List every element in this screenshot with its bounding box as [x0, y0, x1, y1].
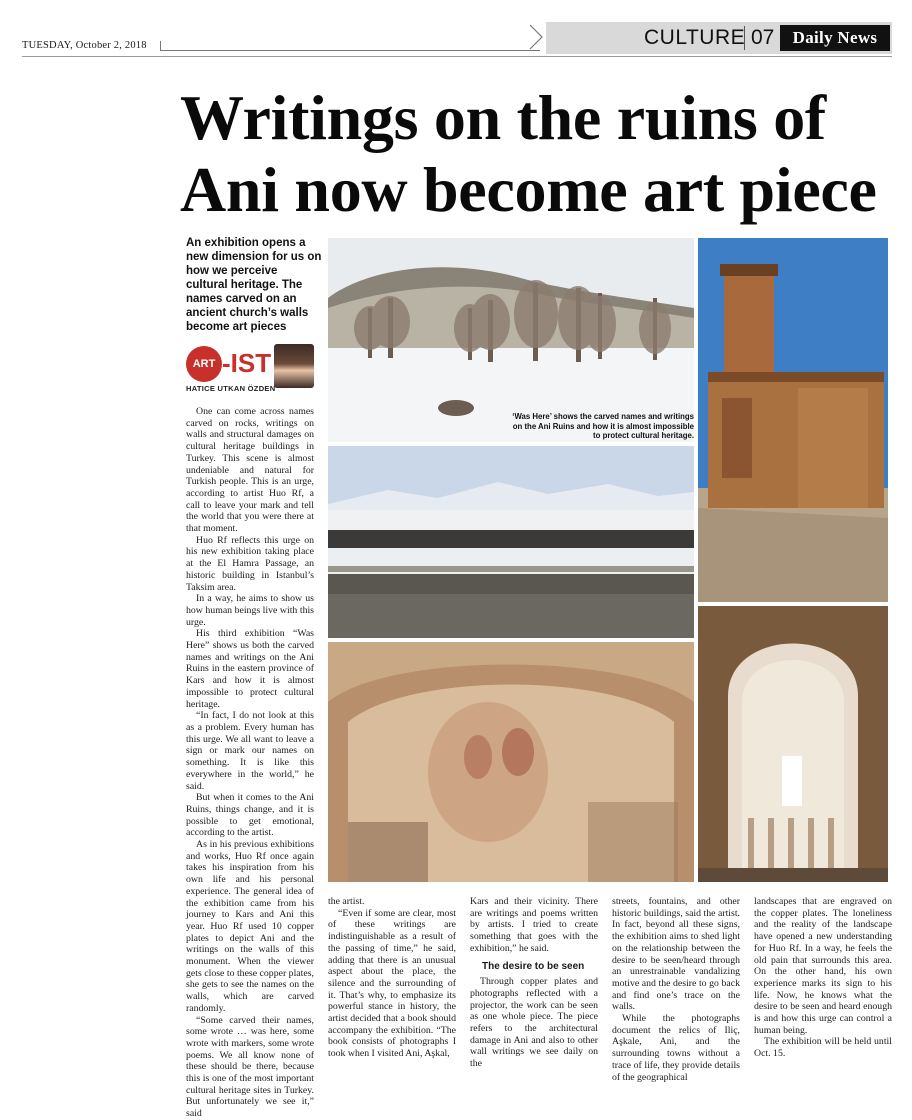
page-header — [0, 22, 912, 58]
byline-ist-logo: -IST — [222, 348, 272, 378]
paragraph: The exhibition will be held until Oct. 15. — [754, 1036, 892, 1060]
author-avatar — [274, 344, 314, 388]
columnist-byline — [186, 344, 314, 394]
page-number: 07 — [744, 26, 774, 50]
article-column-1 — [186, 406, 314, 1120]
photo-caption: ‘Was Here’ shows the carved names and writings on the Ani Ruins and how it is almost impossible to protect cultural heritage. — [512, 412, 694, 441]
article-headline — [180, 82, 892, 226]
paragraph: As in his previous exhibitions and works, Huo Rf once again takes his inspiration from his own life and his personal experience. The general idea of the exhibition came from his journey to Kars and Ani this year. Huo Rf used 10 copper plates to depict Ani and the writings on the walls of this monument. When the viewer gets close to these copper plates, she gets to see the names on the walls, which are carved randomly. — [186, 839, 314, 1014]
paragraph: the artist. — [328, 896, 365, 907]
masthead-logo: Daily News — [780, 25, 890, 51]
photo-tower-ruin — [698, 238, 888, 602]
article-column-2 — [328, 896, 456, 1060]
section-subhead: The desire to be seen — [482, 960, 585, 972]
article-deck: An exhibition opens a new dimension for us on how we perceive cultural heritage. The names carved on an ancient church’s walls become art pieces — [186, 237, 322, 333]
header-divider — [22, 56, 892, 57]
paragraph: “Even if some are clear, most of these writings are indistinguishable as a result of the passing of time,” he said, adding that there is an unusual aspect about the place, the silence and the surrounding of it. That’s why, to emphasize its powerful stance in history, the artist decided that a book should accompany the exhibition. “The book consists of photographs I took when I visited Ani, Aşkal, — [328, 907, 456, 1060]
paragraph: In a way, he aims to show us how human beings live with this urge. — [186, 593, 314, 628]
article-column-3 — [470, 896, 598, 1070]
paragraph: streets, fountains, and other historic buildings, said the artist. In fact, beyond all these signs, the exhibition aims to shed light on the relationship between the desire to be seen/heard through an unrestrainable vandalizing motive and the desire to go back and find one’s trace on the walls. — [612, 896, 740, 1013]
issue-date: TUESDAY, October 2, 2018 — [22, 40, 147, 51]
paragraph: Kars and their vicinity. There are writings and poems written by artists. I tried to create something that goes with the exhibition,” he said. — [470, 896, 598, 954]
photo-church-fresco — [328, 642, 694, 882]
headline-line-1: Writings on the ruins of — [180, 82, 826, 153]
byline-art-logo: ART — [186, 346, 222, 382]
paragraph: His third exhibition “Was Here” shows us both the carved names and writings on the Ani Ruins in the eastern province of Kars and how it is almost impossible to protect cultural heritage. — [186, 628, 314, 710]
header-rule — [160, 50, 540, 51]
header-arrow-icon — [528, 24, 544, 50]
article-column-4 — [612, 896, 740, 1083]
paragraph: “Some carved their names, some wrote … was here, some wrote with markers, some wrote poems. We all know none of these should be there, because this is one of the most important cultural heritage sites in Turkey. But unfortunately we see it,” said — [186, 1014, 314, 1120]
article-column-5 — [754, 896, 892, 1060]
paragraph: While the photographs document the relics of Iliç, Aşkale, Ani, and the surrounding towns without a trace of life, they provide details of the geographical — [612, 1013, 740, 1083]
paragraph: Huo Rf reflects this urge on his new exhibition taking place at the El Hamra Passage, an historic building in Istanbul’s Taksim area. — [186, 534, 314, 593]
author-name: HATICE UTKAN ÖZDEN — [186, 384, 276, 393]
paragraph: landscapes that are engraved on the copper plates. The loneliness and the reality of the landscape have opened a new understanding for Huo Rf. In a way, he feels the old pain that surrounds this area. On the other hand, his own experience marks its sign to his life. Now, he knows what the desire to be seen and heard enough is and how this urge can control a human being. — [754, 896, 892, 1036]
paragraph: One can come across names carved on rocks, writings on walls and structural damages on cultural heritage buildings in Turkey. This scene is almost undeniable and natural for Turkish people. This is an urge, according to artist Huo Rf, a call to leave your mark and tell the world that you were there at that moment. — [186, 406, 314, 535]
paragraph: “In fact, I do not look at this as a problem. Every human has this urge. We all want to leave a sign or mark our names on something. It is like this everywhere in the world,” he said. — [186, 710, 314, 792]
paragraph: Through copper plates and photographs reflected with a projector, the work can be seen as one whole piece. The piece refers to the architectural damage in Ani and also to other wall writings we see daily on the — [470, 976, 598, 1070]
photo-cathedral-arch — [698, 606, 888, 882]
photo-snowy-plain — [328, 446, 694, 638]
section-name: CULTURE — [644, 26, 746, 49]
headline-line-2: Ani now become art piece — [180, 154, 877, 225]
paragraph: But when it comes to the Ani Ruins, things change, and it is possible to get emotional, according to the artist. — [186, 792, 314, 839]
